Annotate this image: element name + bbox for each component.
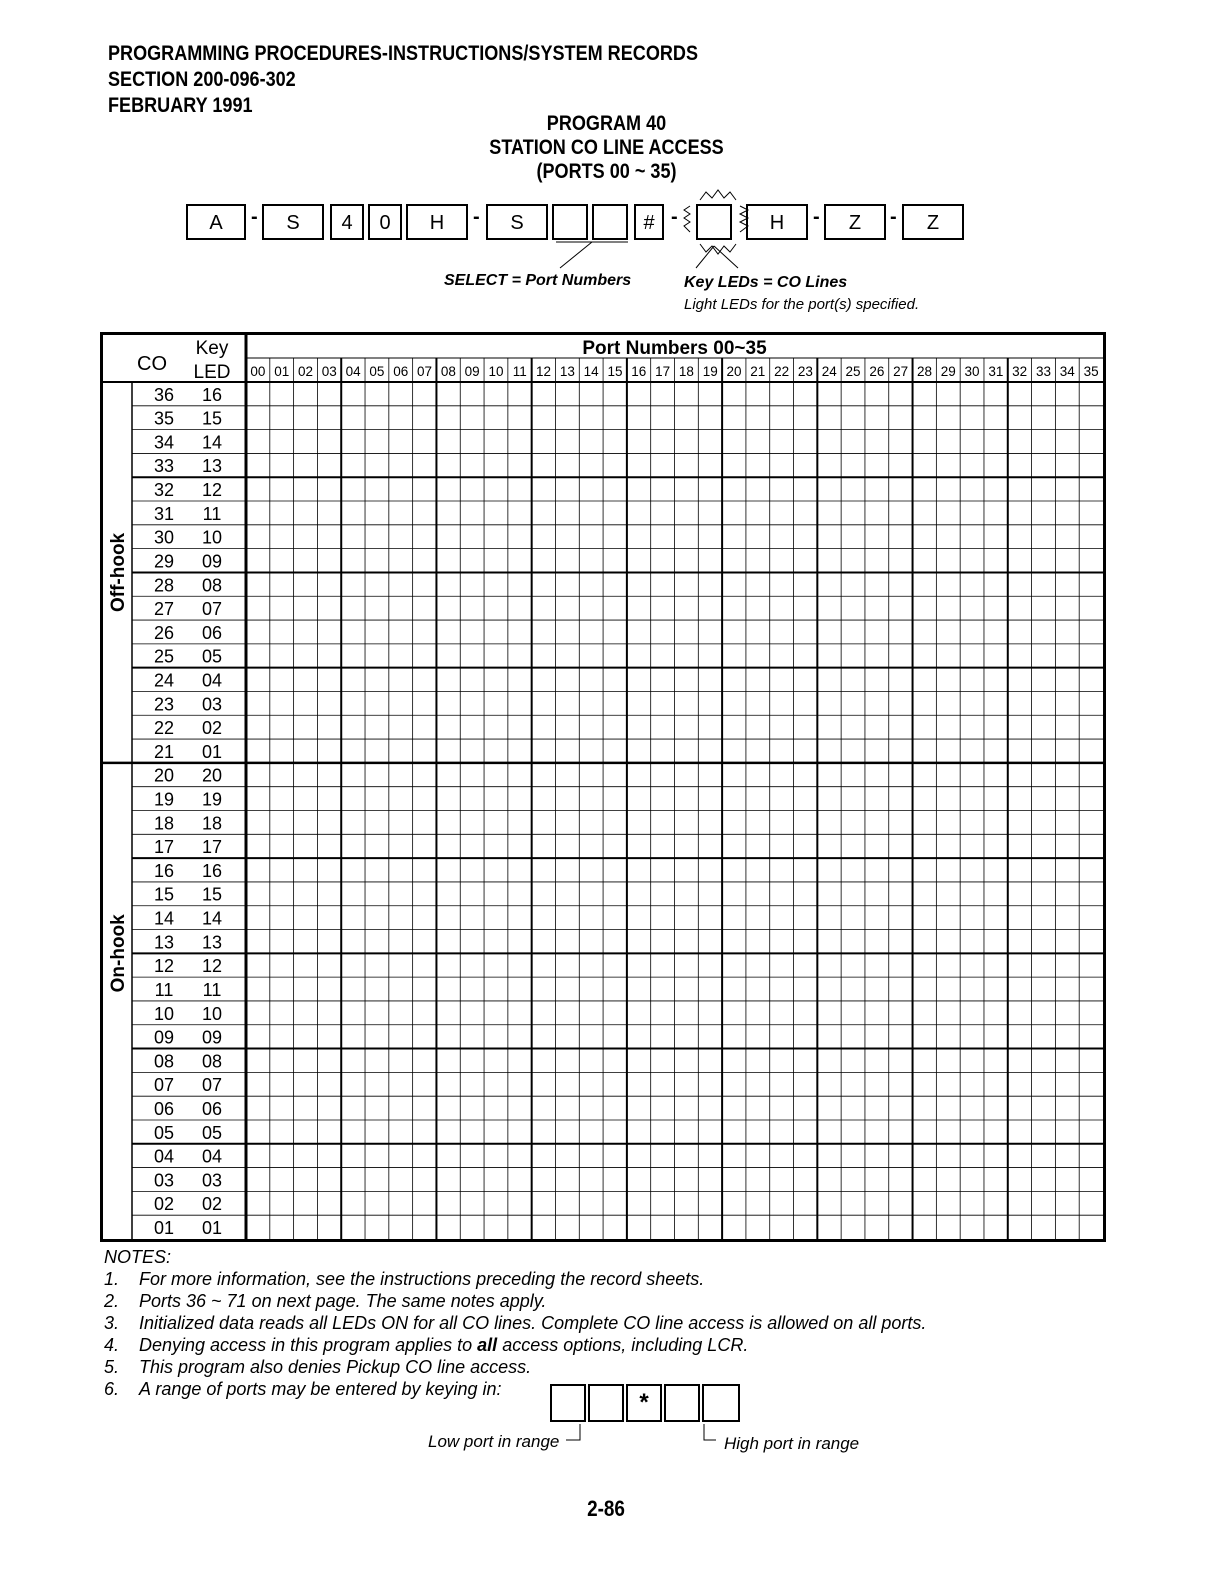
- key-led-number: 10: [201, 1003, 223, 1024]
- doc-date: FEBRUARY 1991: [108, 94, 253, 117]
- port-numbers-title: Port Numbers 00~35: [582, 338, 767, 359]
- select-pointer-line: [560, 242, 592, 268]
- port-column-header: 28: [916, 364, 932, 379]
- port-column-header: 30: [964, 364, 980, 379]
- select-label: SELECT = Port Numbers: [444, 272, 632, 289]
- note-item: 1. For more information, see the instructions preceding the record sheets.: [104, 1269, 705, 1289]
- note-item: 6. A range of ports may be entered by keying in:: [104, 1379, 502, 1399]
- co-number: 29: [153, 551, 175, 572]
- port-column-header: 19: [702, 364, 718, 379]
- key-led-number: 06: [201, 1098, 223, 1119]
- col-header-co: CO: [137, 353, 167, 375]
- range-high-box-1: [664, 1384, 700, 1422]
- program-title: PROGRAM 40: [546, 112, 667, 135]
- co-number: 15: [153, 884, 175, 905]
- doc-section: SECTION 200-096-302: [108, 68, 296, 91]
- port-column-header: 27: [893, 364, 909, 379]
- key-led-number: 04: [201, 1146, 223, 1167]
- range-low-box-2: [588, 1384, 624, 1422]
- offhook-label: Off-hook: [108, 532, 129, 613]
- note-item: 3. Initialized data reads all LEDs ON for all CO lines. Complete CO line access is allowed on all ports.: [104, 1313, 927, 1333]
- port-column-header: 31: [988, 364, 1004, 379]
- key-led-number: 09: [201, 1027, 223, 1048]
- port-column-header: 12: [536, 364, 552, 379]
- seq-dash: -: [813, 206, 820, 228]
- key-led-number: 04: [201, 670, 223, 691]
- key-led-number: 13: [201, 456, 223, 477]
- co-number: 19: [153, 789, 175, 810]
- co-number: 08: [153, 1051, 175, 1072]
- notes-section: [104, 1246, 926, 1400]
- key-box-s: S: [262, 204, 324, 240]
- key-led-number: 16: [201, 384, 223, 405]
- co-number: 12: [153, 956, 175, 977]
- co-number: 11: [154, 979, 174, 1000]
- high-port-label: High port in range: [724, 1434, 860, 1453]
- port-column-header: 09: [464, 364, 480, 379]
- key-box-z2: Z: [902, 204, 964, 240]
- led-pointer-line: [696, 246, 714, 268]
- port-column-header: 06: [393, 364, 409, 379]
- co-number: 25: [153, 646, 175, 667]
- co-number: 28: [153, 575, 175, 596]
- co-number: 23: [153, 694, 175, 715]
- port-column-header: 35: [1083, 364, 1099, 379]
- key-box-z: Z: [824, 204, 886, 240]
- co-number: 06: [153, 1098, 175, 1119]
- co-number: 10: [153, 1003, 175, 1024]
- port-column-header: 13: [559, 364, 575, 379]
- key-led-number: 14: [201, 908, 223, 929]
- range-high-box-2: [702, 1384, 740, 1422]
- note-item: 2. Ports 36 ~ 71 on next page. The same notes apply.: [104, 1291, 547, 1311]
- key-led-number: 05: [201, 1122, 223, 1143]
- co-number: 03: [153, 1170, 175, 1191]
- page-number: 2-86: [587, 1496, 626, 1521]
- port-column-header: 18: [678, 364, 694, 379]
- co-number: 36: [153, 384, 175, 405]
- key-led-number: 17: [201, 837, 223, 858]
- port-column-header: 00: [250, 364, 266, 379]
- port-column-header: 34: [1059, 364, 1075, 379]
- port-column-header: 17: [655, 364, 671, 379]
- low-port-label: Low port in range: [428, 1432, 560, 1451]
- key-led-number: 02: [201, 1194, 223, 1215]
- note-item: 4. Denying access in this program applies to all access options, including LCR.: [104, 1335, 749, 1355]
- co-number: 31: [153, 503, 175, 524]
- key-box-0: 0: [368, 204, 402, 240]
- port-column-header: 26: [869, 364, 885, 379]
- co-number: 22: [153, 718, 175, 739]
- co-number: 26: [153, 622, 175, 643]
- key-box-4: 4: [330, 204, 364, 240]
- key-led-number: 13: [201, 932, 223, 953]
- port-column-header: 32: [1012, 364, 1028, 379]
- port-column-header: 02: [297, 364, 314, 379]
- port-column-header: 05: [369, 364, 385, 379]
- port-column-header: 29: [940, 364, 956, 379]
- key-led-number: 12: [201, 956, 223, 977]
- co-number: 07: [153, 1075, 175, 1096]
- key-led-number: 11: [202, 979, 222, 1000]
- co-number: 17: [153, 837, 175, 858]
- co-number: 35: [153, 408, 175, 429]
- range-bracket-lines: [540, 1422, 740, 1446]
- range-star-box: *: [626, 1384, 662, 1422]
- key-led-number: 01: [201, 1218, 223, 1238]
- seq-dash: -: [473, 206, 480, 228]
- seq-dash: -: [890, 206, 897, 228]
- port-column-header: 33: [1035, 364, 1052, 379]
- flash-rays-icon: [684, 190, 748, 254]
- key-led-number: 16: [201, 860, 223, 881]
- key-led-number: 03: [201, 694, 223, 715]
- port-column-header: 04: [345, 364, 361, 379]
- key-box-a: A: [186, 204, 246, 240]
- range-low-box-1: [550, 1384, 586, 1422]
- key-led-number: 11: [202, 503, 222, 524]
- onhook-label: On-hook: [108, 914, 129, 993]
- port-column-header: 24: [821, 364, 837, 379]
- key-led-number: 07: [201, 599, 223, 620]
- doc-header-title: PROGRAMMING PROCEDURES-INSTRUCTIONS/SYSTEM RECORDS: [108, 42, 699, 65]
- port-column-header: 07: [417, 364, 433, 379]
- key-led-number: 15: [201, 408, 223, 429]
- key-led-number: 19: [201, 789, 223, 810]
- co-number: 30: [153, 527, 175, 548]
- key-led-number: 07: [201, 1075, 223, 1096]
- port-column-header: 25: [845, 364, 861, 379]
- key-led-number: 12: [201, 480, 223, 501]
- col-header-key: Key: [195, 338, 229, 359]
- co-number: 18: [153, 813, 175, 834]
- co-number: 13: [153, 932, 175, 953]
- co-number: 21: [153, 741, 175, 762]
- key-box-hash: #: [634, 204, 664, 240]
- port-column-header: 20: [726, 364, 742, 379]
- key-led-number: 14: [201, 432, 223, 453]
- co-number: 16: [153, 860, 175, 881]
- co-number: 34: [153, 432, 175, 453]
- key-led-number: 08: [201, 575, 223, 596]
- key-box-s2: S: [486, 204, 548, 240]
- co-number: 09: [153, 1027, 175, 1048]
- port-column-header: 22: [774, 364, 790, 379]
- co-number: 04: [153, 1146, 175, 1167]
- co-number: 02: [153, 1194, 175, 1215]
- co-number: 01: [153, 1218, 175, 1238]
- port-column-header: 08: [440, 364, 456, 379]
- co-number: 32: [153, 480, 175, 501]
- port-column-header: 16: [631, 364, 647, 379]
- key-led-number: 01: [201, 741, 223, 762]
- port-column-header: 15: [607, 364, 623, 379]
- port-column-header: 21: [750, 364, 766, 379]
- seq-dash: -: [251, 206, 258, 228]
- key-led-number: 20: [201, 765, 223, 786]
- port-column-header: 10: [488, 364, 504, 379]
- key-led-number: 05: [201, 646, 223, 667]
- key-led-number: 02: [201, 718, 223, 739]
- key-led-number: 03: [201, 1170, 223, 1191]
- program-subtitle: STATION CO LINE ACCESS: [489, 136, 724, 159]
- key-led-number: 09: [201, 551, 223, 572]
- col-header-led: LED: [193, 362, 231, 383]
- key-leds-label: Key LEDs = CO Lines: [684, 274, 848, 291]
- co-number: 24: [153, 670, 175, 691]
- key-led-number: 08: [201, 1051, 223, 1072]
- key-led-number: 18: [201, 813, 223, 834]
- port-column-header: 01: [274, 364, 290, 379]
- port-column-header: 23: [797, 364, 813, 379]
- port-column-header: 03: [321, 364, 337, 379]
- seq-dash: -: [671, 206, 678, 228]
- co-number: 05: [153, 1122, 175, 1143]
- key-leds-sub: Light LEDs for the port(s) specified.: [684, 296, 920, 313]
- co-number: 33: [153, 456, 175, 477]
- key-box-h2: H: [746, 204, 808, 240]
- key-led-number: 15: [201, 884, 223, 905]
- co-line-access-grid: [100, 332, 1106, 1242]
- port-column-header: 14: [583, 364, 599, 379]
- key-led-number: 10: [201, 527, 223, 548]
- co-number: 14: [153, 908, 175, 929]
- key-led-number: 06: [201, 622, 223, 643]
- key-box-h: H: [406, 204, 468, 240]
- note-item: 5. This program also denies Pickup CO line access.: [104, 1357, 532, 1377]
- program-ports: (PORTS 00 ~ 35): [536, 160, 677, 183]
- co-number: 20: [153, 765, 175, 786]
- co-number: 27: [153, 599, 175, 620]
- notes-heading: NOTES:: [104, 1247, 172, 1267]
- port-column-header: 11: [512, 364, 527, 379]
